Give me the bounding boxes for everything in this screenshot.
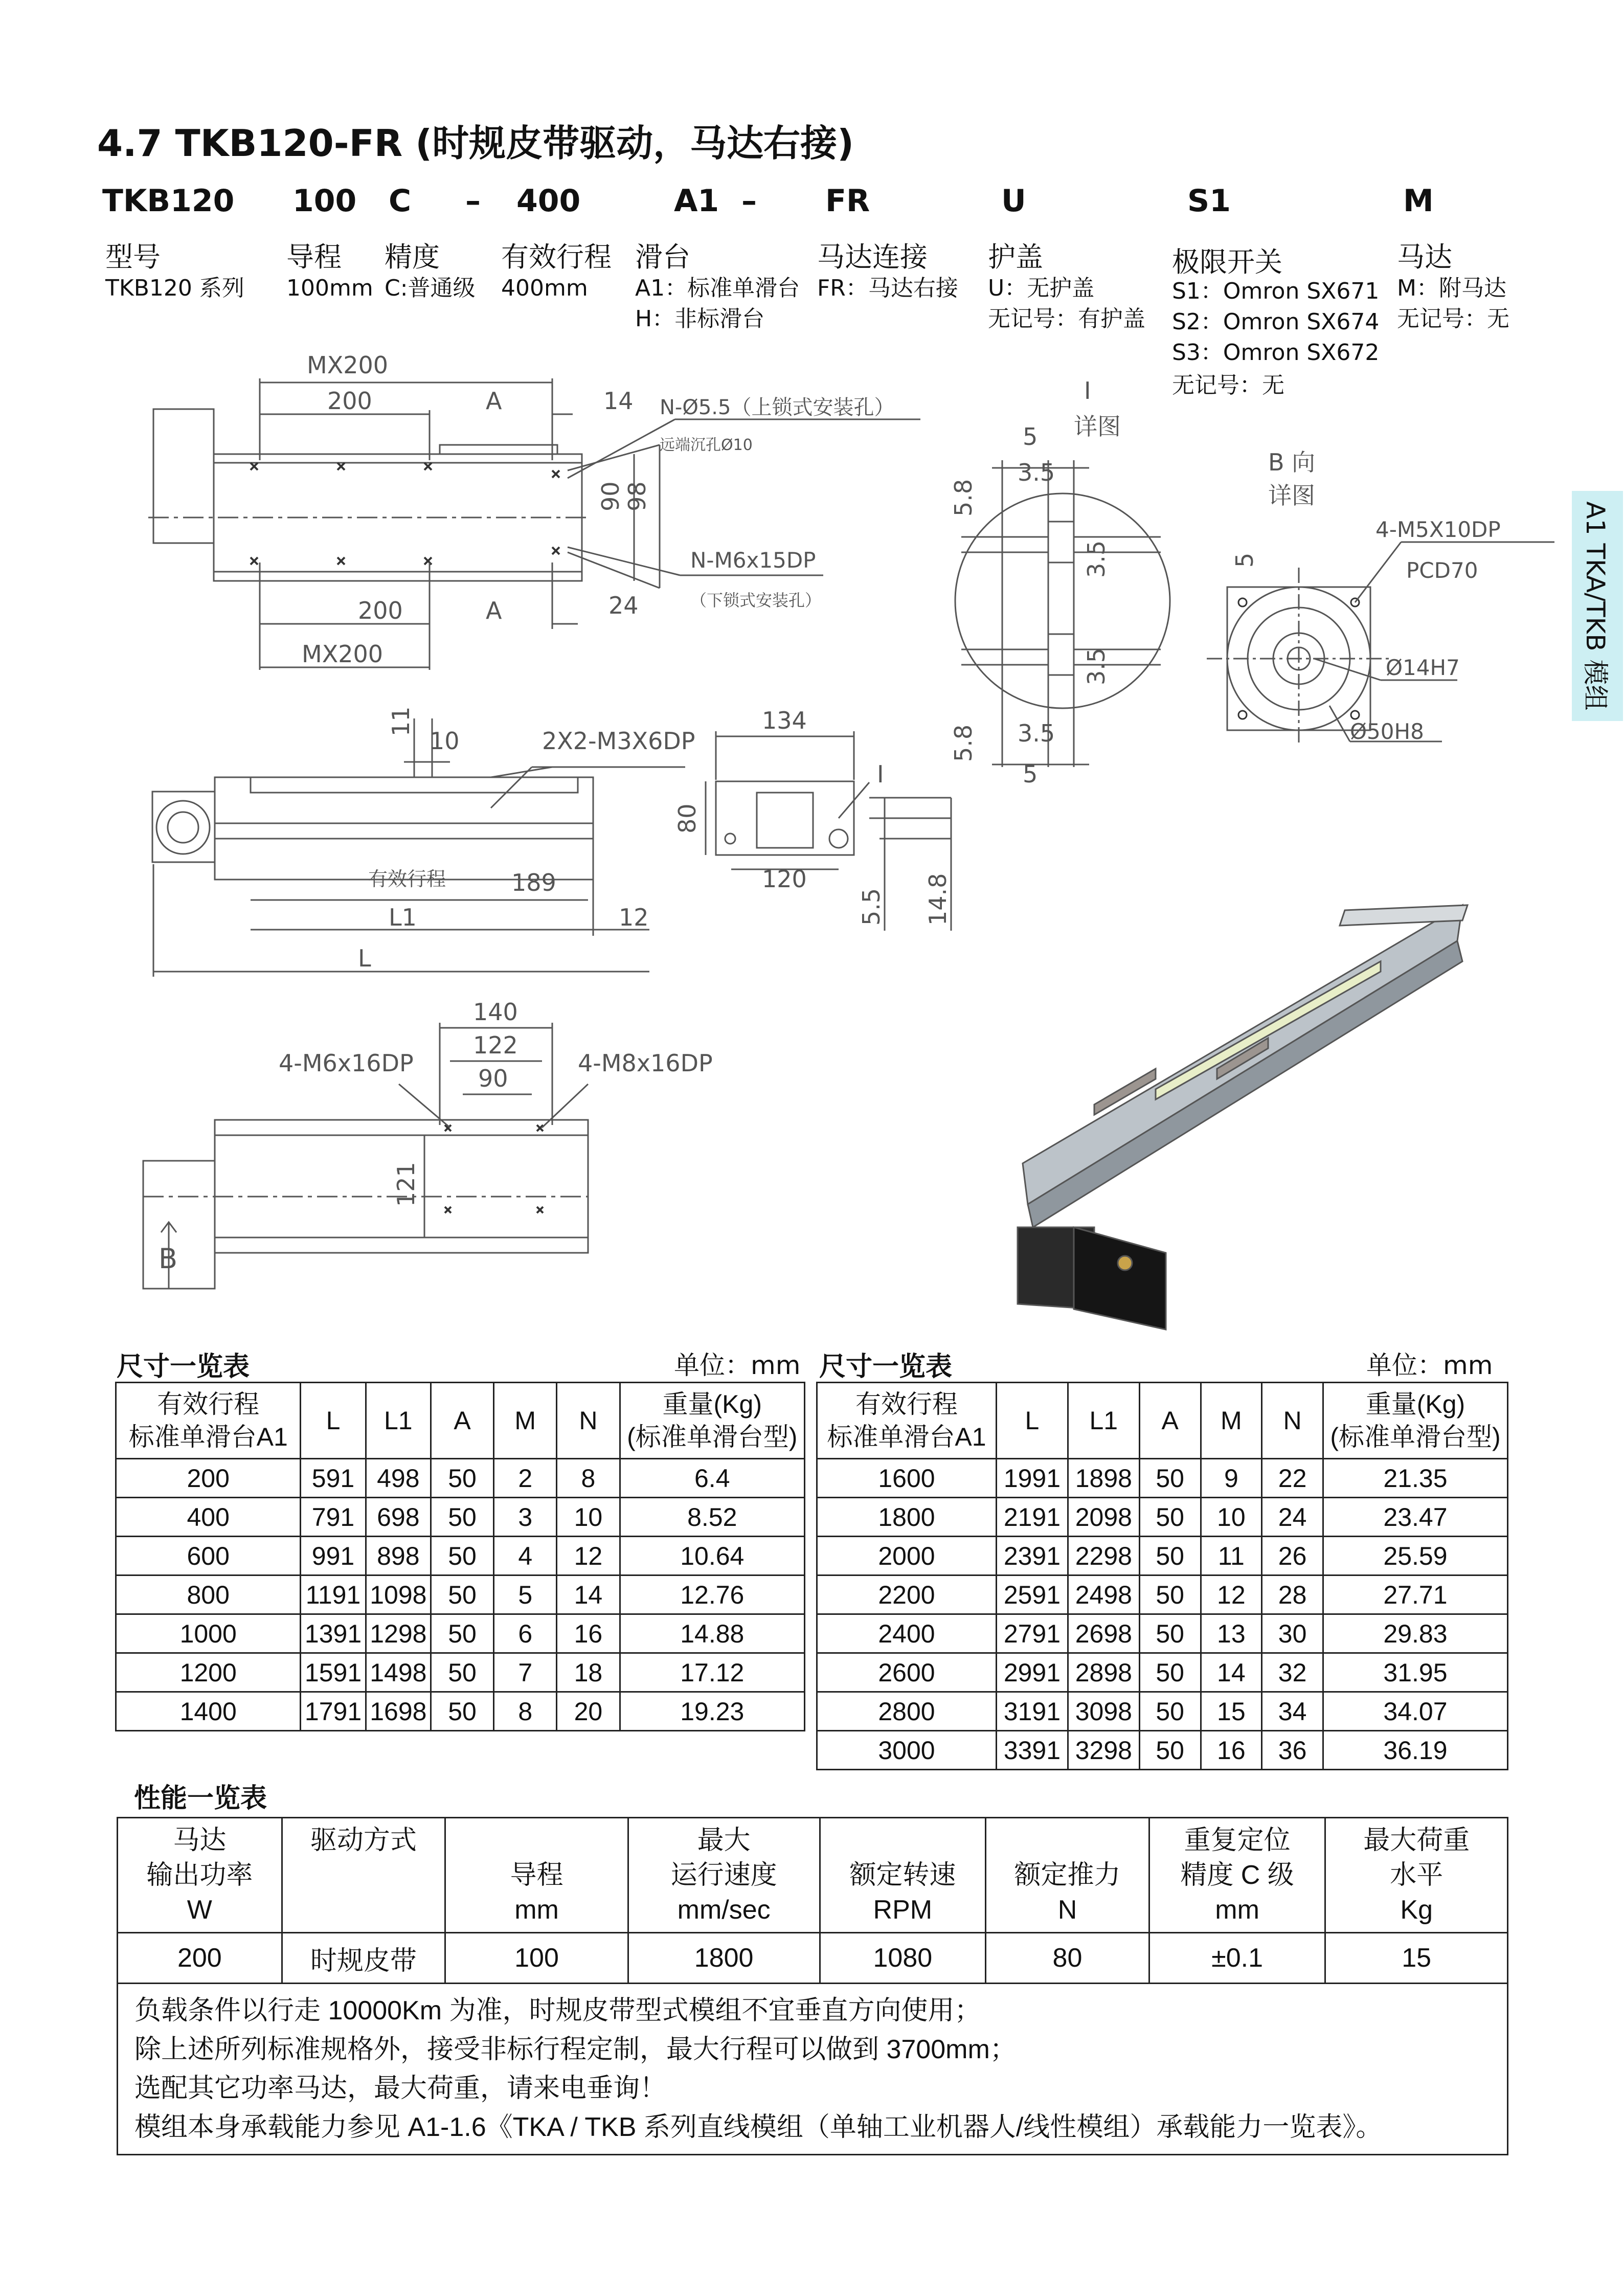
dim-label: 2X2-M3X6DP — [542, 727, 695, 755]
dim-label: 98 — [623, 481, 651, 511]
detail-i-view — [950, 377, 1170, 788]
header-weight: 重量(Kg) (标准单滑台型) — [1323, 1383, 1507, 1459]
field-desc: 400mm — [501, 275, 588, 301]
header-N: N — [1262, 1383, 1323, 1459]
dim-label: 4-M8x16DP — [578, 1049, 713, 1077]
code-part: – — [741, 183, 757, 219]
dim-label: MX200 — [302, 640, 384, 668]
code-part: M — [1403, 183, 1434, 219]
note-line: 负载条件以行走 10000Km 为准，时规皮带型式模组不宜垂直方向使用； — [134, 1996, 981, 2025]
product-render — [1018, 905, 1468, 1330]
table-row: 800 1191 1098 50 5 14 12.76 — [116, 1575, 805, 1614]
field-desc: S1：Omron SX671 — [1172, 278, 1380, 304]
dimension-table-1 — [115, 1382, 805, 1731]
table-header-row — [817, 1383, 1508, 1459]
field-label: 极限开关 — [1172, 246, 1282, 278]
detail-label: 详图 — [1074, 413, 1121, 440]
field-label: 马达 — [1397, 241, 1452, 273]
dim-label: 121 — [392, 1162, 420, 1207]
dim-label: 24 — [608, 592, 639, 619]
field-label: 滑台 — [635, 241, 690, 273]
field-desc: S2：Omron SX674 — [1172, 309, 1380, 335]
code-part: FR — [825, 183, 870, 219]
dim-label: B — [159, 1243, 178, 1275]
notes-row — [118, 1984, 1508, 2155]
table-row: 2200 2591 2498 50 12 28 27.71 — [817, 1575, 1508, 1614]
dim-table-1-unit: 单位：mm — [674, 1350, 801, 1380]
detail-label: B 向 — [1268, 448, 1316, 476]
performance-caption: 性能一览表 — [134, 1783, 267, 1814]
dim-label: 120 — [762, 865, 807, 893]
dim-label: （下锁式安装孔） — [690, 591, 822, 610]
page-title: 4.7 TKB120-FR (时规皮带驱动，马达右接) — [97, 122, 854, 165]
table-row: 2600 2991 2898 50 14 32 31.95 — [817, 1653, 1508, 1692]
field-desc: M：附马达 — [1397, 275, 1506, 301]
dim-label: 90 — [478, 1065, 508, 1092]
motor-block — [153, 409, 214, 543]
dim-table-2-unit: 单位：mm — [1366, 1350, 1493, 1380]
dim-label: 200 — [327, 387, 372, 415]
header-repeatability: 重复定位 精度 C 级 mm — [1149, 1818, 1325, 1933]
dim-label: 5.5 — [858, 888, 885, 926]
notes-cell — [118, 1984, 1508, 2155]
detail-label: 详图 — [1268, 482, 1315, 509]
field-label: 导程 — [286, 241, 342, 273]
dim-label: A — [486, 387, 502, 415]
dim-label: 10 — [430, 727, 460, 755]
dim-label: A — [486, 597, 502, 624]
header-L1: L1 — [366, 1383, 431, 1459]
table-row: 1800 2191 2098 50 10 24 23.47 — [817, 1498, 1508, 1537]
field-desc: C:普通级 — [385, 275, 476, 301]
header-A: A — [431, 1383, 493, 1459]
code-part: S1 — [1187, 183, 1231, 219]
header-N: N — [557, 1383, 620, 1459]
field-label: 型号 — [105, 241, 161, 273]
code-part: A1 — [674, 183, 719, 219]
field-label: 精度 — [385, 241, 440, 273]
header-rated-thrust: 额定推力 N — [986, 1818, 1149, 1933]
dim-label: 3.5 — [1082, 540, 1110, 578]
table-row: 600 991 898 50 4 12 10.64 — [116, 1537, 805, 1575]
top-view — [148, 351, 920, 670]
field-desc: H：非标滑台 — [635, 306, 765, 332]
performance-table — [117, 1817, 1508, 2155]
dim-label: 5.8 — [950, 479, 977, 516]
field-desc: S3：Omron SX672 — [1172, 340, 1380, 366]
dim-label: I — [877, 760, 884, 788]
dim-label: 4-M6x16DP — [279, 1049, 414, 1077]
dim-label: Ø14H7 — [1386, 655, 1460, 680]
code-part: 400 — [516, 183, 581, 219]
dim-label: 200 — [358, 597, 403, 624]
table-row: 3000 3391 3298 50 16 36 36.19 — [817, 1731, 1508, 1770]
field-desc: 100mm — [286, 275, 373, 301]
header-stroke: 有效行程 标准单滑台A1 — [116, 1383, 301, 1459]
table-header-row — [118, 1818, 1508, 1933]
dim-label: 5 — [1023, 760, 1038, 788]
note-line: 模组本身承载能力参见 A1-1.6《TKA / TKB 系列直线模组（单轴工业机器人/线性模组）承载能力一览表》。 — [134, 2112, 1383, 2142]
field-desc: TKB120 系列 — [105, 275, 244, 301]
header-max-load: 最大荷重 水平 Kg — [1325, 1818, 1508, 1933]
header-power: 马达 输出功率 W — [118, 1818, 282, 1933]
bottom-view — [143, 998, 713, 1289]
dim-label: 122 — [473, 1031, 518, 1059]
detail-label: I — [1084, 377, 1091, 404]
table-row: 200 时规皮带 100 1800 1080 80 ±0.1 15 — [118, 1933, 1508, 1984]
dim-label: 有效行程 — [368, 868, 446, 890]
code-part: U — [1001, 183, 1026, 219]
field-label: 有效行程 — [501, 241, 612, 273]
header-weight: 重量(Kg) (标准单滑台型) — [620, 1383, 804, 1459]
field-label: 护盖 — [988, 241, 1043, 273]
table-row: 400 791 698 50 3 10 8.52 — [116, 1498, 805, 1537]
dim-label: 远端沉孔Ø10 — [660, 436, 753, 454]
end-view — [673, 707, 952, 931]
dim-label: N-M6x15DP — [690, 548, 816, 573]
dim-label: 5 — [1023, 423, 1038, 451]
dimension-table-2 — [816, 1382, 1508, 1770]
header-L1: L1 — [1068, 1383, 1139, 1459]
dim-label: 14.8 — [924, 873, 952, 926]
header-lead: 导程 mm — [445, 1818, 628, 1933]
field-desc: 无记号：无 — [1397, 306, 1509, 332]
dim-table-1-caption: 尺寸一览表 — [117, 1352, 250, 1382]
code-part: TKB120 — [102, 183, 235, 219]
dim-label: 90 — [597, 481, 624, 511]
field-desc: 无记号：有护盖 — [988, 306, 1145, 332]
dim-label: 5.8 — [950, 724, 977, 762]
header-M: M — [1201, 1383, 1262, 1459]
header-M: M — [494, 1383, 557, 1459]
dim-label: 3.5 — [1018, 719, 1055, 747]
dim-table-2-caption: 尺寸一览表 — [819, 1352, 953, 1382]
field-desc: A1：标准单滑台 — [635, 275, 800, 301]
dim-label: PCD70 — [1406, 558, 1478, 583]
dim-label: N-Ø5.5（上锁式安装孔） — [660, 396, 895, 419]
field-label: 马达连接 — [817, 241, 928, 273]
code-part: C — [389, 183, 412, 219]
dim-label: 189 — [511, 869, 556, 896]
dim-label: 5 — [1231, 552, 1258, 568]
header-A: A — [1139, 1383, 1201, 1459]
field-desc: U：无护盖 — [988, 275, 1095, 301]
table-header-row — [116, 1383, 805, 1459]
table-row: 1000 1391 1298 50 6 16 14.88 — [116, 1614, 805, 1653]
dim-label: 134 — [762, 707, 807, 734]
table-row: 1200 1591 1498 50 7 18 17.12 — [116, 1653, 805, 1692]
dim-label: 3.5 — [1082, 647, 1110, 685]
code-part: 100 — [292, 183, 357, 219]
dim-label: L1 — [389, 904, 417, 931]
dim-label: Ø50H8 — [1350, 719, 1424, 744]
dim-label: L — [358, 944, 371, 972]
header-rated-speed: 额定转速 RPM — [820, 1818, 986, 1933]
side-tab-label: A1 TKA/TKB 模组 — [1581, 501, 1610, 711]
field-desc: 无记号：无 — [1172, 372, 1284, 398]
dim-label: 4-M5X10DP — [1375, 517, 1501, 542]
header-max-speed: 最大 运行速度 mm/sec — [628, 1818, 820, 1933]
dim-label: 14 — [603, 387, 634, 415]
header-stroke: 有效行程 标准单滑台A1 — [817, 1383, 997, 1459]
note-line: 选配其它功率马达，最大荷重，请来电垂询！ — [134, 2074, 667, 2103]
code-part: – — [465, 183, 481, 219]
table-row: 2800 3191 3098 50 15 34 34.07 — [817, 1692, 1508, 1731]
dim-label: 140 — [473, 998, 518, 1026]
dim-label: MX200 — [307, 351, 389, 379]
header-drive: 驱动方式 — [282, 1818, 445, 1933]
dim-label: 12 — [619, 904, 649, 931]
dim-label: 11 — [387, 706, 415, 736]
table-row: 1400 1791 1698 50 8 20 19.23 — [116, 1692, 805, 1731]
side-view — [152, 706, 695, 977]
view-b — [1207, 448, 1554, 747]
table-row: 2400 2791 2698 50 13 30 29.83 — [817, 1614, 1508, 1653]
table-row: 200 591 498 50 2 8 6.4 — [116, 1459, 805, 1498]
note-line: 除上述所列标准规格外，接受非标行程定制，最大行程可以做到 3700mm； — [134, 2035, 1017, 2064]
header-L: L — [996, 1383, 1068, 1459]
table-row: 1600 1991 1898 50 9 22 21.35 — [817, 1459, 1508, 1498]
dim-label: 80 — [673, 803, 701, 834]
header-L: L — [301, 1383, 366, 1459]
dim-label: 3.5 — [1018, 459, 1055, 486]
table-row: 2000 2391 2298 50 11 26 25.59 — [817, 1537, 1508, 1575]
field-desc: FR：马达右接 — [817, 275, 958, 301]
